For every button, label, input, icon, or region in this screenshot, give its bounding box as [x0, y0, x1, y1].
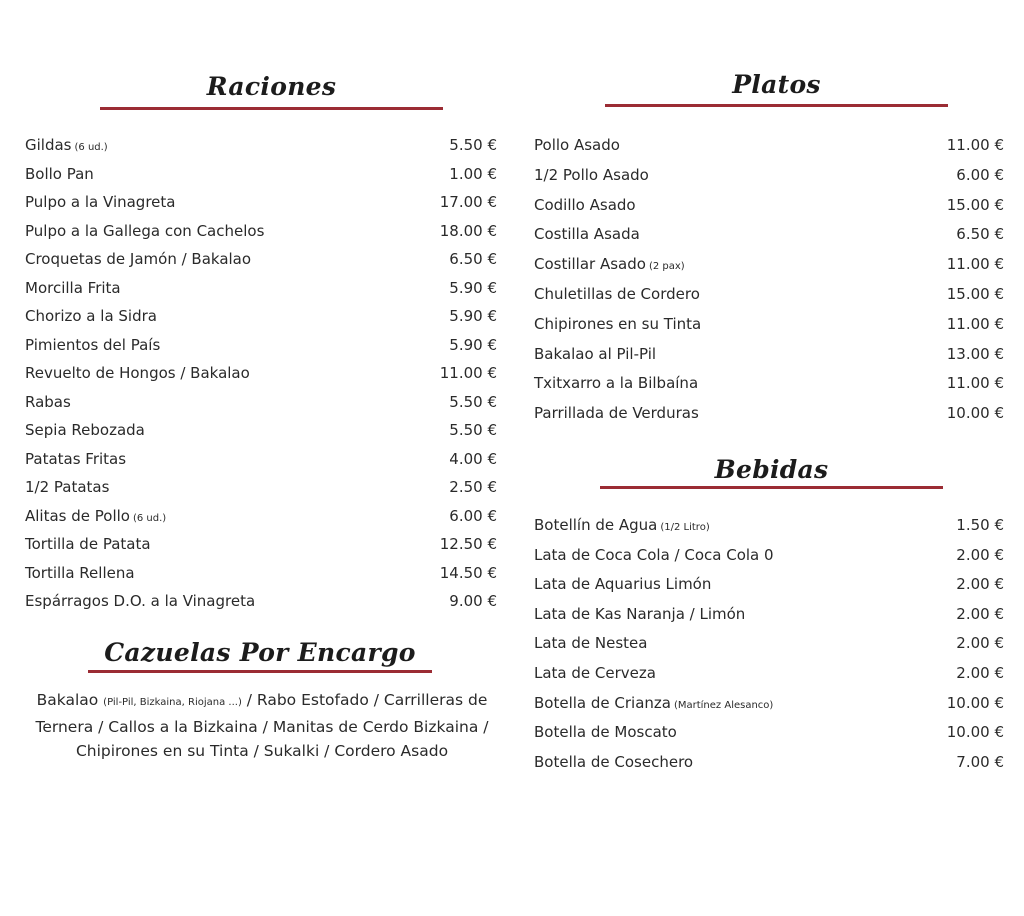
menu-item-price: 4.00 €	[449, 449, 497, 468]
menu-item	[534, 516, 1004, 546]
cazuelas-divider	[88, 670, 432, 673]
menu-item-price: 15.00 €	[946, 284, 1004, 303]
menu-item-label	[25, 478, 109, 496]
menu-item-name: Costillar Asado	[534, 255, 646, 274]
menu-item-label	[534, 546, 774, 564]
menu-item-label	[25, 279, 121, 297]
menu-item	[25, 478, 497, 507]
bebidas-list	[534, 516, 1004, 782]
menu-item-label	[534, 694, 773, 712]
menu-item-label	[25, 307, 157, 325]
menu-item-name: 1/2 Pollo Asado	[534, 165, 649, 184]
menu-item-price: 10.00 €	[946, 693, 1004, 712]
menu-item-name: Pollo Asado	[534, 136, 620, 154]
menu-item-name: Rabas	[25, 392, 71, 411]
menu-item-name: Botella de Cosechero	[534, 752, 694, 771]
menu-item-name: Costilla Asada	[534, 225, 640, 244]
menu-item-name: Patatas Fritas	[25, 449, 127, 468]
menu-item-label	[534, 404, 699, 422]
menu-item-name: Pimientos del País	[25, 335, 161, 354]
menu-item	[534, 196, 1004, 226]
menu-item-note: (1/2 Litro)	[660, 522, 710, 533]
menu-item-price: 7.00 €	[956, 752, 1004, 771]
menu-item-price: 6.50 €	[956, 225, 1004, 244]
menu-item-price: 2.00 €	[956, 545, 1004, 564]
cazuelas-text	[14, 688, 510, 763]
menu-item	[25, 364, 497, 393]
menu-item	[25, 336, 497, 365]
menu-item-price: 5.90 €	[449, 335, 497, 354]
menu-item-label	[534, 136, 620, 154]
menu-item	[534, 575, 1004, 605]
menu-item-label	[534, 315, 701, 333]
menu-item-label	[25, 165, 94, 183]
menu-item-name: Lata de Nestea	[534, 634, 648, 653]
menu-item	[25, 279, 497, 308]
menu-item-label	[25, 421, 145, 439]
menu-item-name: Bollo Pan	[25, 164, 94, 183]
platos-list	[534, 136, 1004, 434]
menu-item-name: Lata de Cerveza	[534, 663, 656, 682]
menu-item-note: (6 ud.)	[74, 142, 108, 153]
menu-item-label	[534, 634, 647, 652]
menu-item-label	[25, 250, 251, 268]
menu-item-price: 5.50 €	[449, 136, 497, 154]
menu-item-price: 15.00 €	[946, 195, 1004, 214]
menu-item-name: Morcilla Frita	[25, 278, 121, 297]
menu-item	[534, 285, 1004, 315]
cazuelas-part: / Rabo Estofado / Carrilleras de Ternera / Callos a la Bizkaina / Manitas de Cerdo Bizkaina / Chipirones en su Tinta / Sukalki / Cordero Asado	[35, 691, 489, 760]
menu-item-price: 12.50 €	[439, 535, 497, 553]
bebidas-divider	[600, 486, 943, 489]
menu-item	[534, 404, 1004, 434]
menu-item-name: Txitxarro a la Bilbaína	[534, 374, 699, 393]
menu-item-price: 17.00 €	[439, 193, 497, 211]
menu-item-price: 2.50 €	[449, 478, 497, 496]
menu-item	[534, 634, 1004, 664]
menu-item	[534, 315, 1004, 345]
menu-item-label	[25, 336, 160, 354]
menu-item-label	[534, 723, 677, 741]
menu-item-label	[25, 535, 151, 553]
menu-item-name: Bakalao al Pil-Pil	[534, 344, 657, 363]
menu-item	[25, 307, 497, 336]
menu-item-name: Tortilla de Patata	[25, 535, 151, 553]
menu-item-name: Parrillada de Verduras	[534, 404, 699, 423]
menu-item-price: 10.00 €	[946, 723, 1004, 742]
menu-item-name: Botella de Crianza	[534, 693, 671, 712]
menu-item-name: 1/2 Patatas	[25, 478, 110, 496]
menu-item	[25, 222, 497, 251]
menu-item	[534, 166, 1004, 196]
menu-item-price: 11.00 €	[946, 255, 1004, 274]
menu-item	[25, 393, 497, 422]
menu-item-price: 5.90 €	[449, 278, 497, 297]
menu-item	[25, 136, 497, 165]
menu-item	[25, 450, 497, 479]
menu-item-price: 18.00 €	[439, 221, 497, 240]
menu-item	[25, 250, 497, 279]
menu-item	[25, 507, 497, 536]
menu-item-label	[25, 564, 135, 582]
menu-item-name: Tortilla Rellena	[25, 563, 135, 582]
menu-item	[534, 374, 1004, 404]
menu-item-name: Croquetas de Jamón / Bakalao	[25, 250, 252, 268]
menu-item-label	[534, 664, 656, 682]
menu-item-label	[534, 605, 745, 623]
menu-item-price: 13.00 €	[946, 344, 1004, 363]
menu-item-name: Botella de Moscato	[534, 723, 677, 742]
menu-item-price: 1.50 €	[956, 516, 1004, 534]
menu-item-label	[25, 364, 250, 382]
menu-item-name: Pulpo a la Gallega con Cachelos	[25, 221, 265, 240]
menu-item-label	[534, 225, 640, 243]
menu-item-name: Alitas de Pollo	[25, 506, 130, 525]
menu-item-label	[25, 592, 255, 610]
menu-item-name: Chuletillas de Cordero	[534, 284, 700, 303]
menu-item	[534, 694, 1004, 724]
raciones-divider	[100, 107, 443, 110]
menu-item	[25, 564, 497, 593]
menu-item-note: (2 pax)	[648, 261, 685, 273]
menu-item-label	[534, 255, 685, 273]
cazuelas-heading: Cazuelas Por Encargo	[104, 638, 416, 667]
menu-item-price: 11.00 €	[439, 364, 497, 382]
menu-item-name: Lata de Coca Cola / Coca Cola 0	[534, 545, 774, 564]
cazuelas-part: Bakalao	[36, 691, 104, 709]
menu-item-price: 11.00 €	[946, 374, 1004, 393]
menu-item-price: 6.00 €	[449, 506, 497, 525]
menu-item-label	[25, 222, 264, 240]
menu-item	[534, 723, 1004, 753]
menu-item-price: 9.00 €	[449, 592, 497, 610]
menu-item-name: Espárragos D.O. a la Vinagreta	[25, 592, 256, 610]
menu-item-price: 2.00 €	[956, 604, 1004, 623]
menu-item-name: Lata de Aquarius Limón	[534, 575, 712, 594]
menu-item-name: Chipirones en su Tinta	[534, 314, 702, 333]
menu-item-price: 6.50 €	[449, 250, 497, 268]
menu-item-price: 2.00 €	[956, 575, 1004, 594]
cazuelas-note: (Pil-Pil, Bizkaina, Riojana ...)	[103, 697, 242, 708]
menu-item-price: 11.00 €	[946, 314, 1004, 333]
menu-item-name: Codillo Asado	[534, 195, 636, 214]
menu-item	[25, 592, 497, 621]
menu-item-label	[534, 196, 636, 214]
menu-item	[534, 753, 1004, 783]
menu-item-price: 5.90 €	[449, 307, 497, 325]
menu-item-price: 5.50 €	[449, 421, 497, 439]
menu-item-label	[534, 753, 693, 771]
menu-item-price: 2.00 €	[956, 634, 1004, 653]
menu-item-label	[534, 345, 656, 363]
menu-item	[25, 165, 497, 194]
menu-item-name: Botellín de Agua	[534, 516, 658, 534]
menu-item	[534, 664, 1004, 694]
bebidas-heading: Bebidas	[714, 455, 829, 484]
menu-item	[25, 193, 497, 222]
menu-item	[534, 345, 1004, 375]
menu-item-note: (6 ud.)	[132, 512, 167, 524]
raciones-heading: Raciones	[206, 72, 337, 101]
menu-item-label	[25, 507, 166, 525]
menu-item-price: 6.00 €	[956, 165, 1004, 184]
menu-item	[534, 136, 1004, 166]
menu-item-name: Chorizo a la Sidra	[25, 307, 157, 325]
menu-item-price: 14.50 €	[439, 563, 497, 582]
menu-item-label	[25, 136, 108, 154]
menu-item-name: Pulpo a la Vinagreta	[25, 193, 176, 211]
menu-item-name: Lata de Kas Naranja / Limón	[534, 604, 746, 623]
menu-item-price: 5.50 €	[449, 392, 497, 411]
menu-item-label	[25, 193, 175, 211]
raciones-list	[25, 136, 497, 621]
menu-item-label	[534, 374, 698, 392]
menu-item-price: 11.00 €	[946, 136, 1004, 154]
menu-item-label	[534, 516, 710, 534]
menu-item	[534, 225, 1004, 255]
menu-item	[534, 255, 1004, 285]
menu-item-price: 10.00 €	[946, 404, 1004, 423]
menu-item	[534, 546, 1004, 576]
menu-item	[534, 605, 1004, 635]
menu-item-label	[534, 285, 700, 303]
menu-item-label	[534, 166, 649, 184]
menu-item-label	[25, 393, 71, 411]
menu-item-label	[534, 575, 711, 593]
menu-item-label	[25, 450, 126, 468]
menu-item-note: (Martínez Alesanco)	[673, 699, 774, 711]
menu-item-name: Gildas	[25, 136, 72, 154]
platos-divider	[605, 104, 948, 107]
menu-item	[25, 535, 497, 564]
menu-item-name: Sepia Rebozada	[25, 421, 145, 439]
platos-heading: Platos	[732, 70, 821, 99]
menu-item-price: 1.00 €	[449, 164, 497, 183]
menu-item	[25, 421, 497, 450]
menu-item-name: Revuelto de Hongos / Bakalao	[25, 364, 250, 382]
menu-item-price: 2.00 €	[956, 663, 1004, 682]
